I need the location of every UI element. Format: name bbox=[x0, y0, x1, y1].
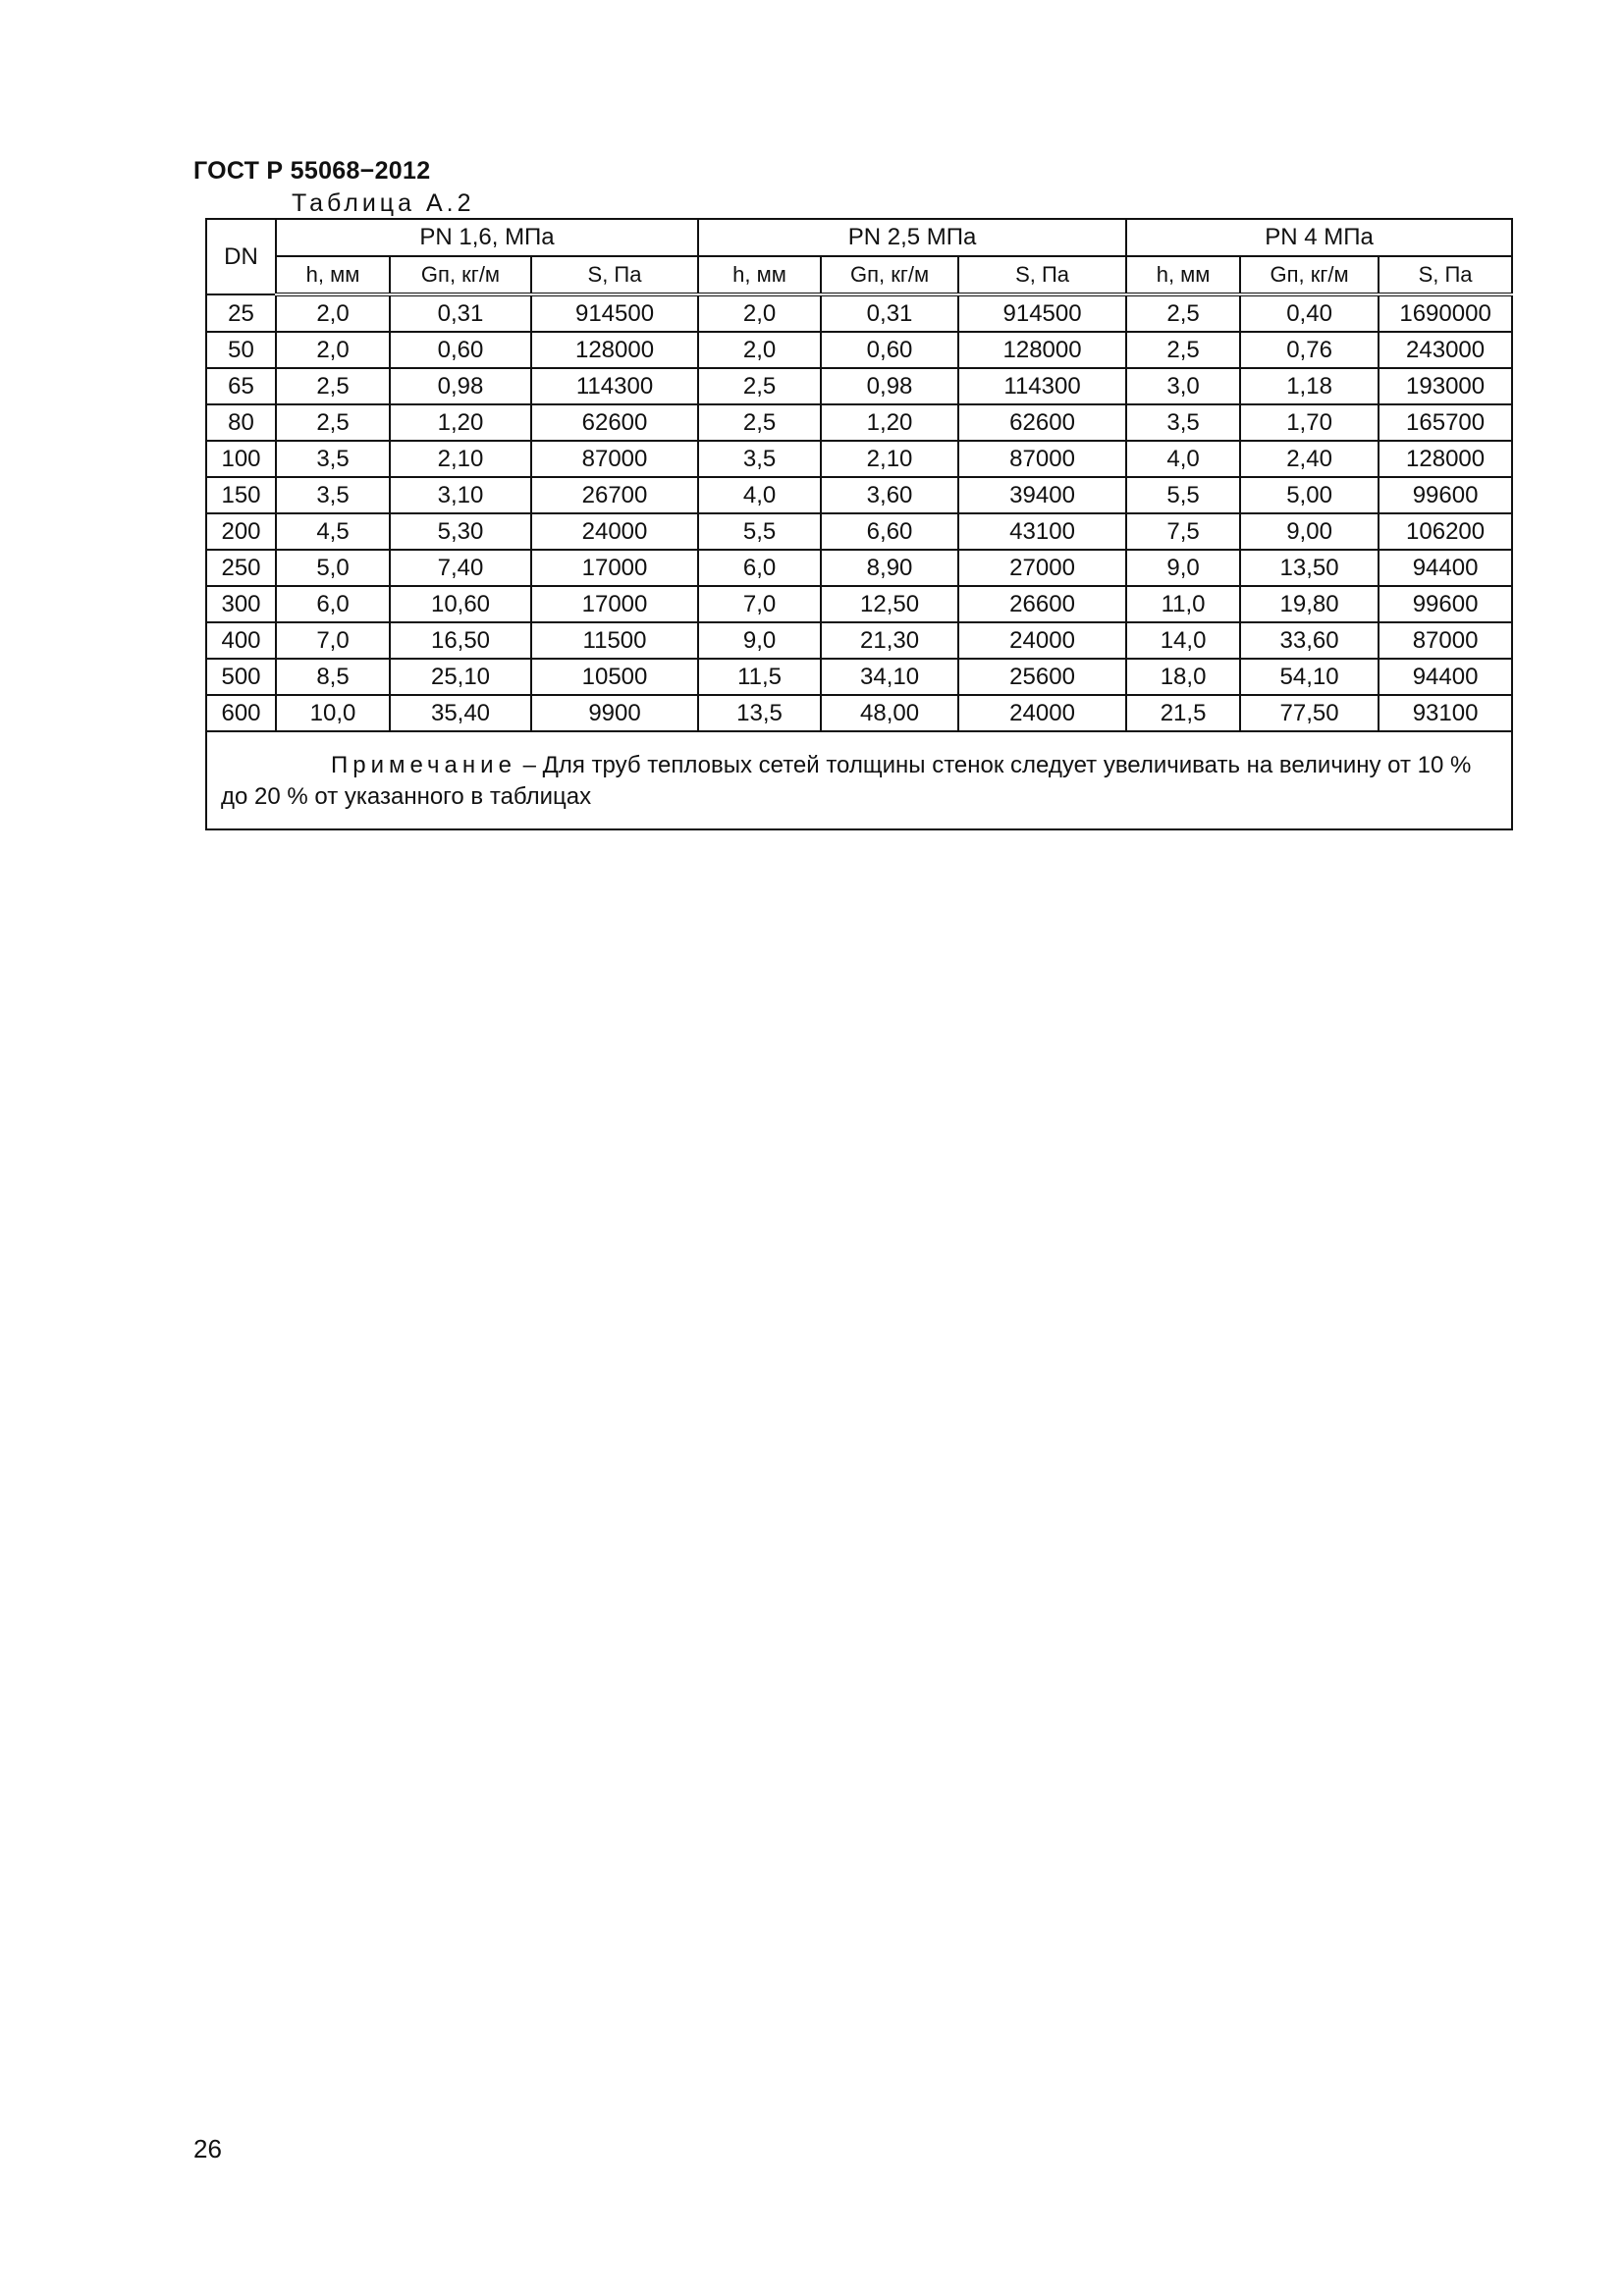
table-cell: 2,5 bbox=[1126, 332, 1240, 368]
table-cell: 2,10 bbox=[390, 441, 531, 477]
table-cell: 5,00 bbox=[1240, 477, 1379, 513]
data-table-container bbox=[205, 218, 1511, 830]
table-cell: 18,0 bbox=[1126, 659, 1240, 695]
table-cell: 128000 bbox=[531, 332, 698, 368]
table-cell: 0,60 bbox=[390, 332, 531, 368]
dn-cell: 50 bbox=[206, 332, 276, 368]
table-cell: 43100 bbox=[958, 513, 1126, 550]
subheader-h: h, мм bbox=[276, 256, 390, 294]
table-body bbox=[206, 294, 1512, 731]
table-cell: 26600 bbox=[958, 586, 1126, 622]
table-cell: 6,60 bbox=[821, 513, 958, 550]
dn-header: DN bbox=[206, 219, 276, 294]
table-cell: 3,5 bbox=[698, 441, 821, 477]
table-cell: 7,5 bbox=[1126, 513, 1240, 550]
dn-cell: 25 bbox=[206, 294, 276, 332]
table-cell: 12,50 bbox=[821, 586, 958, 622]
table-cell: 99600 bbox=[1379, 586, 1512, 622]
table-cell: 914500 bbox=[531, 294, 698, 332]
table-cell: 3,5 bbox=[1126, 404, 1240, 441]
table-cell: 10500 bbox=[531, 659, 698, 695]
group-header-pn4: PN 4 МПа bbox=[1126, 219, 1512, 256]
table-cell: 5,30 bbox=[390, 513, 531, 550]
subheader-h: h, мм bbox=[698, 256, 821, 294]
table-cell: 9,0 bbox=[698, 622, 821, 659]
dn-cell: 250 bbox=[206, 550, 276, 586]
table-row bbox=[206, 622, 1512, 659]
table-cell: 2,10 bbox=[821, 441, 958, 477]
table-cell: 7,40 bbox=[390, 550, 531, 586]
table-cell: 48,00 bbox=[821, 695, 958, 731]
table-cell: 243000 bbox=[1379, 332, 1512, 368]
table-cell: 99600 bbox=[1379, 477, 1512, 513]
table-cell: 5,5 bbox=[698, 513, 821, 550]
table-cell: 165700 bbox=[1379, 404, 1512, 441]
table-cell: 0,76 bbox=[1240, 332, 1379, 368]
table-cell: 2,5 bbox=[276, 404, 390, 441]
table-cell: 2,40 bbox=[1240, 441, 1379, 477]
table-cell: 10,0 bbox=[276, 695, 390, 731]
subheader-s: S, Па bbox=[1379, 256, 1512, 294]
dn-cell: 80 bbox=[206, 404, 276, 441]
table-row bbox=[206, 404, 1512, 441]
table-cell: 21,30 bbox=[821, 622, 958, 659]
page-number: 26 bbox=[193, 2134, 222, 2163]
table-cell: 0,98 bbox=[821, 368, 958, 404]
table-cell: 24000 bbox=[958, 695, 1126, 731]
table-cell: 21,5 bbox=[1126, 695, 1240, 731]
table-cell: 2,5 bbox=[698, 368, 821, 404]
table-cell: 2,0 bbox=[276, 294, 390, 332]
table-cell: 39400 bbox=[958, 477, 1126, 513]
table-cell: 34,10 bbox=[821, 659, 958, 695]
table-cell: 2,0 bbox=[698, 294, 821, 332]
table-cell: 114300 bbox=[958, 368, 1126, 404]
table-cell: 19,80 bbox=[1240, 586, 1379, 622]
table-row bbox=[206, 477, 1512, 513]
table-row bbox=[206, 659, 1512, 695]
table-cell: 7,0 bbox=[698, 586, 821, 622]
table-cell: 2,5 bbox=[1126, 294, 1240, 332]
table-cell: 3,10 bbox=[390, 477, 531, 513]
table-cell: 33,60 bbox=[1240, 622, 1379, 659]
table-cell: 6,0 bbox=[698, 550, 821, 586]
table-row bbox=[206, 513, 1512, 550]
table-cell: 26700 bbox=[531, 477, 698, 513]
table-row bbox=[206, 695, 1512, 731]
subheader-s: S, Па bbox=[958, 256, 1126, 294]
table-cell: 14,0 bbox=[1126, 622, 1240, 659]
table-cell: 54,10 bbox=[1240, 659, 1379, 695]
table-cell: 0,60 bbox=[821, 332, 958, 368]
table-cell: 87000 bbox=[531, 441, 698, 477]
table-cell: 2,0 bbox=[698, 332, 821, 368]
table-row bbox=[206, 550, 1512, 586]
table-row bbox=[206, 332, 1512, 368]
table-cell: 4,5 bbox=[276, 513, 390, 550]
note-text: – Для труб тепловых сетей толщины стенок следует увеличивать на величину от 10 % до 20 % от указанного в таблицах bbox=[221, 752, 1472, 810]
table-cell: 13,50 bbox=[1240, 550, 1379, 586]
table-cell: 87000 bbox=[1379, 622, 1512, 659]
table-cell: 94400 bbox=[1379, 659, 1512, 695]
dn-cell: 65 bbox=[206, 368, 276, 404]
table-header-group-row bbox=[206, 219, 1512, 256]
table-cell: 24000 bbox=[531, 513, 698, 550]
table-cell: 35,40 bbox=[390, 695, 531, 731]
table-cell: 2,0 bbox=[276, 332, 390, 368]
table-note bbox=[206, 731, 1512, 829]
table-row bbox=[206, 441, 1512, 477]
table-cell: 8,90 bbox=[821, 550, 958, 586]
table-cell: 1,20 bbox=[821, 404, 958, 441]
table-cell: 4,0 bbox=[698, 477, 821, 513]
table-row bbox=[206, 586, 1512, 622]
table-cell: 8,5 bbox=[276, 659, 390, 695]
table-cell: 128000 bbox=[1379, 441, 1512, 477]
table-cell: 1,20 bbox=[390, 404, 531, 441]
table-cell: 9900 bbox=[531, 695, 698, 731]
table-cell: 11,0 bbox=[1126, 586, 1240, 622]
table-cell: 128000 bbox=[958, 332, 1126, 368]
table-cell: 114300 bbox=[531, 368, 698, 404]
table-cell: 77,50 bbox=[1240, 695, 1379, 731]
table-row bbox=[206, 368, 1512, 404]
table-cell: 24000 bbox=[958, 622, 1126, 659]
dn-cell: 100 bbox=[206, 441, 276, 477]
table-cell: 17000 bbox=[531, 586, 698, 622]
table-cell: 0,31 bbox=[821, 294, 958, 332]
table-cell: 93100 bbox=[1379, 695, 1512, 731]
table-cell: 3,0 bbox=[1126, 368, 1240, 404]
dn-cell: 400 bbox=[206, 622, 276, 659]
subheader-s: S, Па bbox=[531, 256, 698, 294]
table-cell: 0,98 bbox=[390, 368, 531, 404]
table-subheader-row bbox=[206, 256, 1512, 294]
table-cell: 62600 bbox=[958, 404, 1126, 441]
table-cell: 13,5 bbox=[698, 695, 821, 731]
table-cell: 0,31 bbox=[390, 294, 531, 332]
table-caption: Таблица А.2 bbox=[292, 189, 475, 217]
table-cell: 16,50 bbox=[390, 622, 531, 659]
table-cell: 4,0 bbox=[1126, 441, 1240, 477]
document-id: ГОСТ Р 55068−2012 bbox=[193, 157, 431, 185]
table-cell: 25,10 bbox=[390, 659, 531, 695]
dn-cell: 300 bbox=[206, 586, 276, 622]
note-label: Примечание bbox=[331, 752, 516, 778]
subheader-gp: Gп, кг/м bbox=[821, 256, 958, 294]
table-cell: 193000 bbox=[1379, 368, 1512, 404]
group-header-pn16: PN 1,6, МПа bbox=[276, 219, 698, 256]
table-cell: 7,0 bbox=[276, 622, 390, 659]
table-cell: 0,40 bbox=[1240, 294, 1379, 332]
table-cell: 25600 bbox=[958, 659, 1126, 695]
table-cell: 1690000 bbox=[1379, 294, 1512, 332]
table-cell: 6,0 bbox=[276, 586, 390, 622]
dn-cell: 150 bbox=[206, 477, 276, 513]
table-cell: 62600 bbox=[531, 404, 698, 441]
dn-cell: 200 bbox=[206, 513, 276, 550]
table-cell: 3,5 bbox=[276, 441, 390, 477]
table-cell: 2,5 bbox=[276, 368, 390, 404]
table-cell: 106200 bbox=[1379, 513, 1512, 550]
subheader-gp: Gп, кг/м bbox=[1240, 256, 1379, 294]
table-note-row bbox=[206, 731, 1512, 829]
table-cell: 10,60 bbox=[390, 586, 531, 622]
table-cell: 1,18 bbox=[1240, 368, 1379, 404]
table-cell: 3,60 bbox=[821, 477, 958, 513]
table-cell: 94400 bbox=[1379, 550, 1512, 586]
table-cell: 87000 bbox=[958, 441, 1126, 477]
table-cell: 27000 bbox=[958, 550, 1126, 586]
table-cell: 3,5 bbox=[276, 477, 390, 513]
data-table bbox=[205, 218, 1513, 830]
table-cell: 914500 bbox=[958, 294, 1126, 332]
table-cell: 5,5 bbox=[1126, 477, 1240, 513]
subheader-h: h, мм bbox=[1126, 256, 1240, 294]
table-cell: 1,70 bbox=[1240, 404, 1379, 441]
dn-cell: 500 bbox=[206, 659, 276, 695]
table-cell: 11,5 bbox=[698, 659, 821, 695]
table-cell: 5,0 bbox=[276, 550, 390, 586]
table-row bbox=[206, 294, 1512, 332]
table-cell: 11500 bbox=[531, 622, 698, 659]
dn-cell: 600 bbox=[206, 695, 276, 731]
table-cell: 9,0 bbox=[1126, 550, 1240, 586]
table-cell: 9,00 bbox=[1240, 513, 1379, 550]
table-cell: 17000 bbox=[531, 550, 698, 586]
group-header-pn25: PN 2,5 МПа bbox=[698, 219, 1126, 256]
subheader-gp: Gп, кг/м bbox=[390, 256, 531, 294]
table-cell: 2,5 bbox=[698, 404, 821, 441]
